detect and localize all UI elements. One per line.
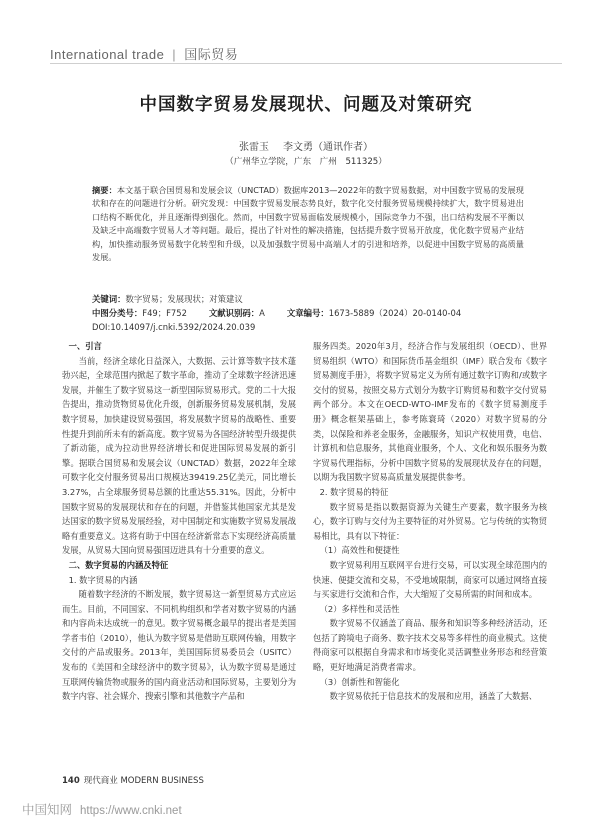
keywords <box>92 293 243 305</box>
author-2: 李文勇（通讯作者） <box>283 142 373 153</box>
paragraph: 当前，经济全球化日益深入，大数据、云计算等数字技术蓬勃兴起，全球范围内掀起了数字革命，推动了全球数字经济迅速发展，并催生了数字贸易这一新型国际贸易形式。党的二十大报告提出，推动货物贸易优化升级，创新服务贸易发展机制，发展数字贸易，加快建设贸易强国，将发展数字贸易的战略性、重要性提升到前所未有的新高度。数字贸易为各国经济转型升级提供了新动能，成为拉动世界经济增长和促进国际贸易发展的新引擎。据联合国贸易和发展会议（UNCTAD）数据，2022年全球可数字化交付服务贸易出口规模达39419.25亿美元，同比增长3.27%，占全球服务贸易总额的比重达55.31%。因此，分析中国数字贸易的发展现状和存在的问题，并借鉴其他国家尤其是发达国家的数字贸易发展经验，对中国制定和实施数字贸易发展战略有重要意义。这将有助于中国在经济新常态下实现经济高质量发展，从贸易大国向贸易强国迈进具有十分重要的意义。 <box>62 355 296 556</box>
paragraph: 服务四类。2020年3月，经济合作与发展组织（OECD）、世界贸易组织（WTO）和国际货币基金组织（IMF）联合发布《数字贸易测度手册》，将数字贸易定义为所有通过数字订购和/或数字交付的贸易，按照交易方式划分为数字订购贸易和数字交付贸易两个部分。本文在OECD-WTO-IMF发布的《数字贸易测度手册》概念框架基础上，参考陈寰琦（2020）对数字贸易的分类，以保险和养老金服务，金融服务，知识产权使用费，电信、计算机和信息服务，其他商业服务，个人、文化和娱乐服务为数字贸易代理指标，分析中国数字贸易的发展现状及存在的问题，以期为我国数字贸易高质量发展提供参考。 <box>313 341 547 483</box>
paragraph: 随着数字经济的不断发展，数字贸易这一新型贸易方式应运而生。目前，不同国家、不同机构组织和学者对数字贸易的内涵和内容尚未达成统一的意见。数字贸易概念最早的提出者是美国学者韦伯（2010），他认为数字贸易是借助互联网传输，用数字交付的产品或服务。2013年，美国国际贸易委员会（USITC）发布的《美国和全球经济中的数字贸易》，认为数字贸易是通过互联网传输货物或服务的国内商业活动和国际贸易，主要划分为数字内容、社会媒介、搜索引擎和其他数字产品和 <box>62 589 296 702</box>
feature-heading: （3）创新性和智能化 <box>319 676 400 687</box>
paragraph: 数字贸易依托于信息技术的发展和应用，涵盖了大数据、 <box>329 691 538 702</box>
author-1: 张雷玉 <box>239 142 269 153</box>
feature-heading: （1）高效性和便捷性 <box>319 545 400 556</box>
article-title: 中国数字贸易发展现状、问题及对策研究 <box>139 95 473 115</box>
header-separator: | <box>172 47 177 62</box>
paragraph: 数字贸易利用互联网平台进行交易，可以实现全球范围内的快速、便捷交流和交易，不受地域限制，商家可以通过网络直接与买家进行交流和合作，大大缩短了交易所需的时间和成本。 <box>313 559 547 600</box>
subsection-heading: 2. 数字贸易的特征 <box>319 486 389 497</box>
journal-name-en: International trade <box>50 47 165 62</box>
affiliation: （广州华立学院，广东 广州 511325） <box>225 157 387 167</box>
right-column <box>313 339 547 704</box>
watermark-url[interactable]: https://www.cnki.net <box>80 805 182 817</box>
footer-journal: 现代商业 MODERN BUSINESS <box>83 776 204 786</box>
journal-section-cn: 国际贸易 <box>184 47 239 62</box>
keywords-label: 关键词： <box>92 294 126 304</box>
doc-code-value: A <box>259 308 265 318</box>
paragraph: 数字贸易不仅涵盖了商品、服务和知识等多种经济活动，还包括了跨境电子商务、数字技术交易等多样性的商业模式。这使得商家可以根据自身需求和市场变化灵活调整业务形态和经营策略，更好地满足消费者需求。 <box>313 618 547 673</box>
section-heading-connotation: 二、数字贸易的内涵及特征 <box>68 559 169 570</box>
abstract-text: 本文基于联合国贸易和发展会议（UNCTAD）数据库2013—2022年的数字贸易数据，对中国数字贸易的发展现状和存在的问题进行分析。研究发现：中国数字贸易发展态势良好，数字化交付服务贸易规模持续扩大，数字贸易进出口结构不断优化，并且逐渐得到强化。然而，中国数字贸易面临发展规模小，国际竞争力不强，出口结构发展不平衡以及缺乏中高端数字贸易人才等问题。最后，提出了针对性的解决措施，包括提升数字贸易开放度，优化数字贸易产业结构，加快推动服务贸易数字化转型和升级，以及加强数字贸易中高端人才的引进和培养，以促进中国数字贸易的高质量发展。 <box>92 185 524 263</box>
header-rule <box>50 63 562 64</box>
cnki-watermark <box>22 800 182 818</box>
article-number-value: 1673-5889（2024）20-0140-04 <box>328 308 462 318</box>
clc-value: F49；F752 <box>142 308 187 318</box>
classification-line <box>92 307 461 319</box>
section-heading-intro: 一、引言 <box>68 341 102 351</box>
paragraph: 数字贸易是指以数据资源为关键生产要素，数字服务为核心，数字订购与交付为主要特征的对外贸易。它与传统的实物贸易相比，具有以下特征： <box>313 501 547 541</box>
page-footer <box>62 774 204 786</box>
keywords-text: 数字贸易；发展现状；对策建议 <box>125 294 243 304</box>
article-number-label: 文章编号： <box>286 308 329 318</box>
abstract-label: 摘要： <box>92 185 117 195</box>
feature-heading: （2）多样性和灵活性 <box>319 603 400 614</box>
page-number: 140 <box>62 776 80 786</box>
watermark-text: 中国知网 <box>22 802 73 817</box>
abstract <box>92 184 524 264</box>
journal-header <box>50 44 238 63</box>
author-list <box>0 138 612 153</box>
doi-link[interactable]: DOI:10.14097/j.cnki.5392/2024.20.039 <box>92 322 256 332</box>
subsection-heading: 1. 数字贸易的内涵 <box>68 574 138 585</box>
left-column <box>62 339 296 704</box>
clc-label: 中图分类号： <box>92 308 143 318</box>
doc-code-label: 文献识别码： <box>208 308 260 318</box>
